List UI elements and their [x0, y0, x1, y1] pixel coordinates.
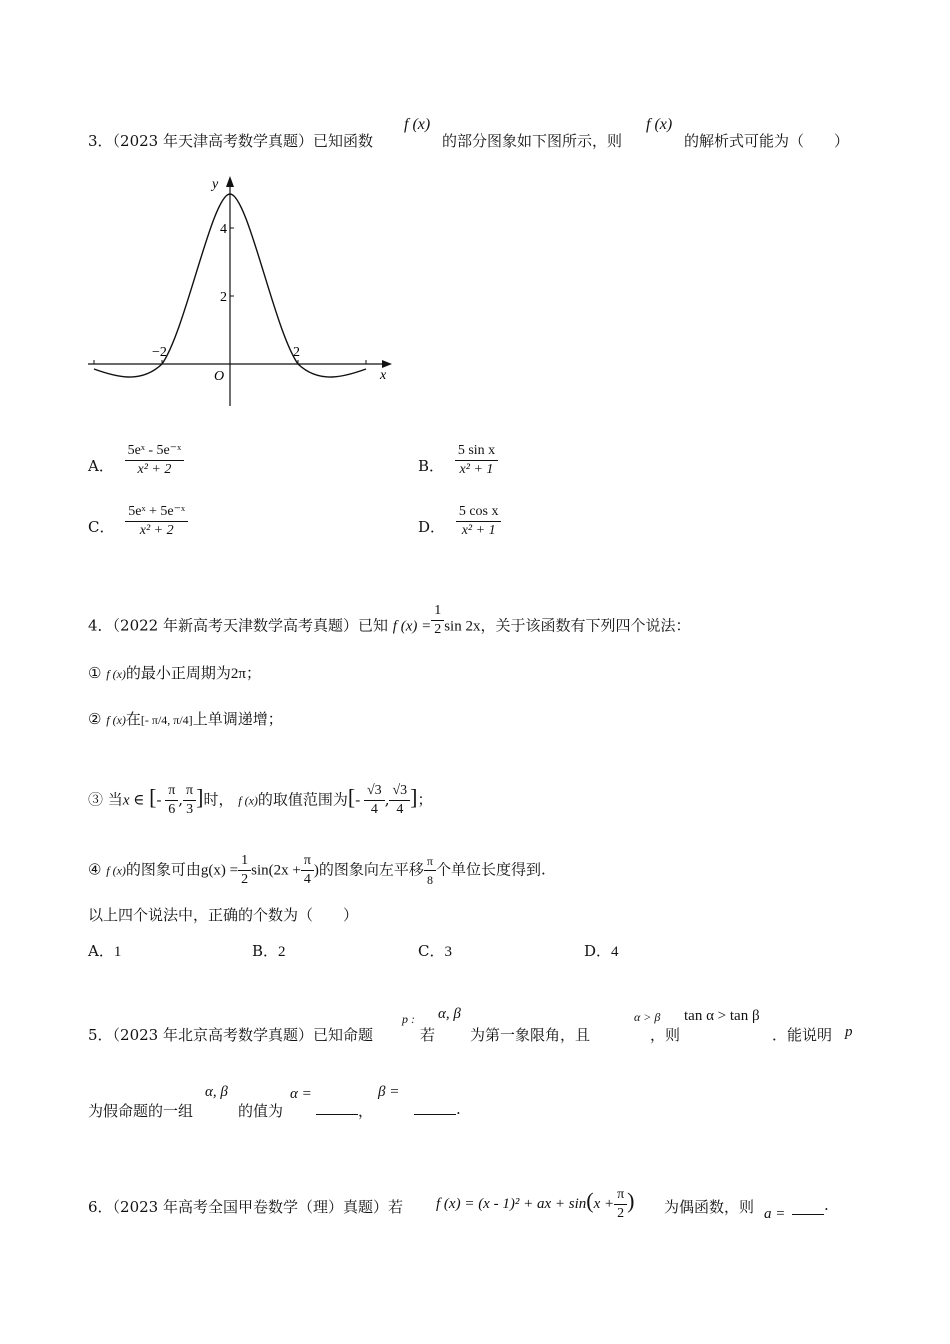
text: 当	[107, 790, 123, 809]
text: 的最小正周期为	[125, 664, 231, 682]
option-label: C．	[88, 518, 115, 536]
q3-tail-text: 的解析式可能为（ ）	[684, 132, 850, 150]
q4-option-a[interactable]	[88, 940, 121, 961]
frac-den: 8	[424, 870, 436, 889]
q4-statement-2	[88, 708, 283, 729]
q3-fx-2: f (x)	[646, 116, 673, 133]
q4-tail: ，关于该函数有下列四个说法：	[480, 616, 691, 635]
frac-den: 4	[301, 870, 314, 889]
frac-num: π	[617, 1187, 625, 1202]
close-paren: )	[313, 862, 319, 879]
frac-num: π	[426, 854, 433, 868]
option-label: A．	[88, 457, 114, 475]
frac-num: √3	[392, 783, 408, 798]
q4-source: （2022 年新高考天津数学高考真题）已知	[112, 616, 388, 635]
q5-alpha: α =	[290, 1086, 312, 1102]
frac-num: 5eˣ + 5e⁻ˣ	[128, 503, 186, 519]
x-in: x ∈	[122, 792, 145, 809]
q6-dot: .	[824, 1196, 829, 1214]
q5-cond: α > β	[634, 1010, 661, 1024]
q5-t3: ．能说明	[772, 1026, 833, 1044]
frac-den: 2	[238, 870, 251, 889]
q3-number: 3．	[88, 132, 113, 150]
q6-stem	[88, 1196, 403, 1217]
option-label: D．	[418, 518, 446, 536]
q6-xp: x +	[593, 1195, 615, 1212]
frac-num: π	[303, 853, 311, 868]
frac-den: x² + 1	[455, 460, 498, 479]
q5-line2: 为假命题的一组	[88, 1102, 194, 1120]
option-value: 3	[444, 944, 452, 960]
frac-num: 5eˣ - 5e⁻ˣ	[127, 442, 182, 458]
q4-number: 4．	[88, 616, 113, 635]
frac-num: 1	[241, 853, 249, 868]
option-label: B．	[252, 942, 279, 960]
gx: g(x) =	[200, 862, 239, 879]
right-paren-glyph: )	[627, 1187, 635, 1213]
q3-mid-text: 的部分图象如下图所示，则	[442, 132, 623, 150]
option-value: 4	[611, 944, 619, 960]
q4-option-d[interactable]	[584, 940, 619, 961]
statement-mark: ①	[88, 664, 102, 682]
q3-source: （2023 年天津高考数学真题）已知函数	[112, 132, 373, 150]
option-label: C．	[418, 942, 445, 960]
y-axis-arrow	[226, 176, 234, 187]
left-paren-glyph: (	[586, 1187, 594, 1213]
q6-number: 6．	[88, 1198, 113, 1216]
option-value: 1	[113, 944, 122, 960]
q6-t1: 为偶函数，则	[664, 1198, 755, 1216]
q5-dot: .	[456, 1100, 461, 1118]
text: 在	[125, 710, 141, 728]
text: 个单位长度得到.	[435, 860, 546, 879]
q3-graph	[86, 170, 396, 410]
q5-ab2: α, β	[205, 1084, 228, 1100]
y-tick-label: 4	[220, 222, 227, 237]
statement-mark: ②	[88, 710, 102, 728]
q4-option-c[interactable]	[418, 940, 452, 961]
q5-stem	[88, 1024, 373, 1045]
option-label: A．	[88, 942, 114, 960]
fx: f (x)	[106, 667, 126, 681]
frac-num: 5 cos x	[458, 503, 499, 519]
q6-source: （2023 年高考全国甲卷数学（理）真题）若	[112, 1198, 403, 1216]
frac-den: 4	[389, 800, 410, 819]
x-label: x	[380, 368, 387, 383]
value: 2π	[230, 666, 246, 682]
frac-num: 1	[434, 603, 442, 618]
q5-p: p :	[402, 1012, 415, 1026]
q3-stem	[88, 130, 373, 151]
frac-num: √3	[367, 783, 382, 798]
option-value: 2	[278, 944, 286, 960]
q6-expr-text: f (x) = (x - 1)² + ax + sin	[436, 1195, 587, 1212]
text: 时，	[203, 790, 234, 809]
x-tick-label: −2	[152, 345, 167, 360]
q4-fdef: f (x) =	[392, 618, 432, 635]
interval: [- π/4, π/4]	[140, 713, 193, 727]
sin-expr: sin(2x +	[251, 862, 301, 879]
frac-den: 2	[431, 620, 444, 639]
text: ；	[417, 790, 433, 809]
q5-pv: p	[845, 1024, 853, 1040]
text: ；	[245, 664, 261, 682]
text: 的取值范围为	[257, 790, 348, 809]
q5-ab: α, β	[438, 1006, 461, 1022]
q3-option-c[interactable]	[88, 503, 188, 540]
q5-t4: 的值为	[238, 1102, 284, 1120]
y-label: y	[212, 177, 219, 192]
fx: f (x)	[106, 713, 126, 727]
text: 上单调递增；	[192, 710, 283, 728]
frac-num: π	[186, 783, 194, 798]
q3-option-b[interactable]	[418, 442, 498, 479]
frac-den: 4	[364, 800, 385, 819]
frac-num: π	[168, 783, 176, 798]
y-tick-label: 2	[220, 290, 227, 305]
q4-ask: 以上四个说法中，正确的个数为（ ）	[88, 906, 359, 924]
q3-option-d[interactable]	[418, 503, 501, 540]
q3-option-a[interactable]	[88, 442, 184, 479]
text: 的图象可由	[125, 860, 201, 879]
q4-sin2x: sin 2x	[444, 618, 481, 635]
x-tick-label: 2	[293, 345, 300, 360]
left-bracket-glyph: [	[149, 784, 157, 810]
q4-statement-1	[88, 662, 261, 683]
frac-den: 2	[614, 1204, 627, 1223]
frac-den: x² + 2	[125, 460, 185, 479]
q5-beta: β =	[378, 1084, 400, 1100]
q4-option-b[interactable]	[252, 940, 286, 961]
q5-t1: 为第一象限角，且	[470, 1026, 591, 1044]
statement-mark: ③	[88, 790, 104, 809]
q5-t2: ，则	[650, 1026, 681, 1044]
q5-tan: tan α > tan β	[684, 1008, 760, 1024]
statement-mark: ④	[88, 860, 102, 879]
frac-den: x² + 1	[456, 521, 502, 540]
left-bracket-glyph: [	[347, 784, 356, 810]
q4-stem	[88, 603, 691, 639]
fx: f (x)	[238, 793, 258, 808]
fx: f (x)	[106, 863, 126, 878]
frac-den: 3	[183, 800, 196, 819]
text: 的图象向左平移	[318, 860, 424, 879]
q5-ruo: 若	[420, 1026, 436, 1044]
frac-den: 6	[165, 800, 178, 819]
q5-alpha-blank[interactable]	[316, 1100, 358, 1115]
q6-blank[interactable]	[792, 1200, 824, 1215]
right-bracket-glyph: ]	[196, 784, 204, 810]
right-bracket-glyph: ]	[410, 784, 418, 810]
origin-label: O	[214, 369, 225, 384]
option-label: B．	[418, 457, 445, 475]
q3-fx-1: f (x)	[404, 116, 431, 133]
q5-comma: ，	[358, 1102, 374, 1120]
q4-statement-4	[88, 852, 546, 889]
x-axis-arrow	[382, 360, 392, 368]
q6-expr	[436, 1186, 635, 1223]
frac-den: x² + 2	[125, 521, 188, 540]
frac-num: 5 sin x	[457, 442, 496, 458]
option-label: D．	[584, 942, 612, 960]
q4-statement-3: ③ 当x ∈ [- $\frac{\pi}{6}$ , $\frac{\pi}{3}$ ]时， f (x)的取值范围为[- $\frac{√3}{4}$ , $\frac{√3}{4}$ ]；	[88, 783, 433, 817]
q6-a: a =	[764, 1206, 786, 1222]
q5-beta-blank[interactable]	[414, 1100, 456, 1115]
q5-source: （2023 年北京高考数学真题）已知命题	[112, 1026, 373, 1044]
q5-number: 5．	[88, 1026, 113, 1044]
